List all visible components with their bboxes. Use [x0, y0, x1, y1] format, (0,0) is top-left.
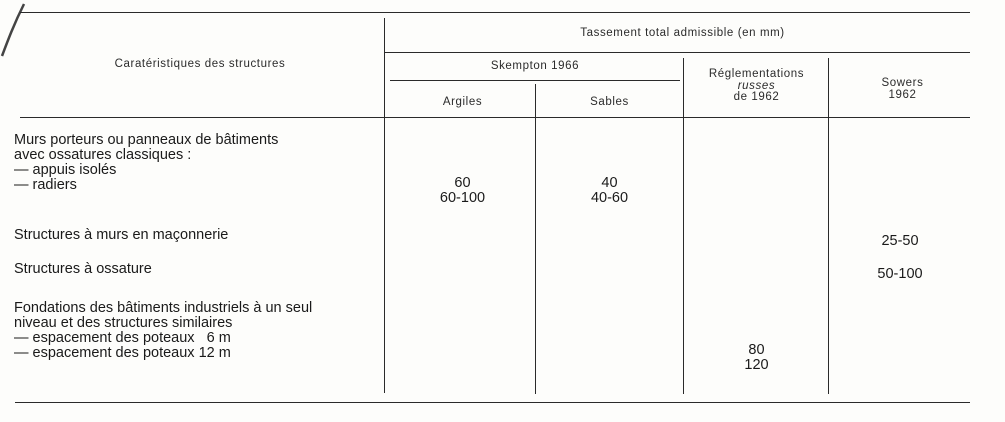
row4-line1: Fondations des bâtiments industriels à un seul — [14, 300, 313, 316]
header-rule-1 — [385, 52, 970, 53]
header-rule-2 — [390, 80, 680, 81]
main-header: Tassement total admissible (en mm) — [580, 27, 785, 39]
row4-line2: niveau et des structures similaires — [14, 315, 233, 331]
row2-label: Structures à murs en maçonnerie — [14, 227, 229, 243]
col-divider-4 — [828, 58, 829, 394]
row1-sables-1: 40 — [601, 175, 618, 191]
sowers-header-1: Sowers — [881, 77, 924, 89]
row1-line1: Murs porteurs ou panneaux de bâtiments — [14, 132, 279, 148]
row4-line4: — espacement des poteaux 12 m — [14, 345, 231, 361]
reglementations-header-3: de 1962 — [733, 91, 780, 103]
row4-russes-2: 120 — [744, 357, 769, 373]
row-label-header: Caratéristiques des structures — [114, 58, 286, 70]
row2-sowers: 25-50 — [881, 233, 919, 249]
col-divider-3 — [683, 58, 684, 394]
top-rule — [20, 12, 970, 13]
row1-argiles-2: 60-100 — [439, 190, 486, 206]
row1-argiles-1: 60 — [454, 175, 471, 191]
row4-line3: — espacement des poteaux 6 m — [14, 330, 231, 346]
pen-mark — [0, 0, 40, 60]
row1-line4: — radiers — [14, 177, 77, 193]
col-divider-1 — [384, 18, 385, 393]
reglementations-header-2: russes — [737, 80, 776, 92]
row1-line2: avec ossatures classiques : — [14, 147, 192, 163]
row3-sowers: 50-100 — [877, 266, 923, 282]
col-divider-2 — [535, 84, 536, 394]
skempton-header: Skempton 1966 — [490, 60, 580, 72]
reglementations-header-1: Réglementations — [708, 68, 805, 80]
bottom-rule — [15, 402, 970, 403]
row1-line3: — appuis isolés — [14, 162, 117, 178]
row1-sables-2: 40-60 — [590, 190, 629, 206]
sables-header: Sables — [590, 96, 629, 108]
argiles-header: Argiles — [442, 96, 483, 108]
sowers-header-2: 1962 — [888, 89, 917, 101]
row4-russes-1: 80 — [748, 342, 765, 358]
row3-label: Structures à ossature — [14, 261, 152, 277]
